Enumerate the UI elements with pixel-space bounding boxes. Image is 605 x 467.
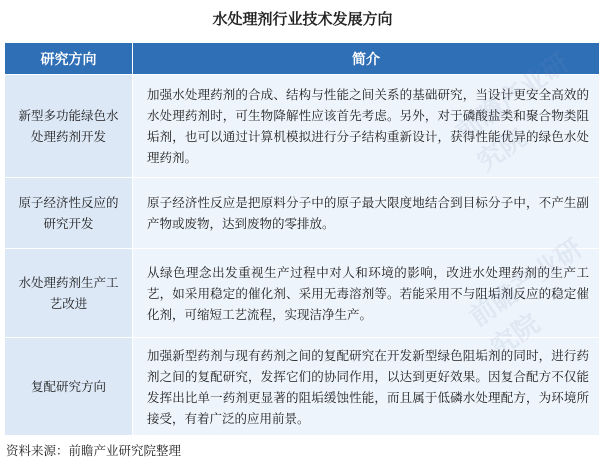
page-title: 水处理剂行业技术发展方向 bbox=[212, 10, 393, 28]
tech-direction-table bbox=[4, 42, 600, 436]
description-cell: 加强新型药剂与现有药剂之间的复配研究在开发新型绿色阻垢剂的同时，进行药剂之间的复配研究，发挥它们的协同作用，以达到更好效果。因复合配方不仅能发挥出比单一药剂更显著的阻垢缓蚀性能，而且属于低磷水处理配方，为环境所接受，有着广泛的应用前景。 bbox=[133, 338, 600, 436]
table-row bbox=[5, 249, 600, 338]
header-description: 简介 bbox=[133, 43, 600, 75]
table-row bbox=[5, 338, 600, 436]
direction-cell: 原子经济性反应的研究开发 bbox=[5, 178, 133, 249]
table-row bbox=[5, 75, 600, 178]
direction-cell: 复配研究方向 bbox=[5, 338, 133, 436]
direction-cell: 水处理药剂生产工艺改进 bbox=[5, 249, 133, 338]
direction-cell: 新型多功能绿色水处理药剂开发 bbox=[5, 75, 133, 178]
description-cell: 原子经济性反应是把原料分子中的原子最大限度地结合到目标分子中，不产生副产物或废物，达到废物的零排放。 bbox=[133, 178, 600, 249]
header-direction: 研究方向 bbox=[5, 43, 133, 75]
table-header-row bbox=[5, 43, 600, 75]
description-cell: 加强水处理药剂的合成、结构与性能之间关系的基础研究，当设计更安全高效的水处理药剂时，可生物降解性应该首先考虑。另外，对于磷酸盐类和聚合物类阻垢剂，也可以通过计算机模拟进行分子结构重新设计，获得性能优异的绿色水处理药剂。 bbox=[133, 75, 600, 178]
table-row bbox=[5, 178, 600, 249]
source-note: 资料来源：前瞻产业研究院整理 bbox=[6, 443, 182, 458]
description-cell: 从绿色理念出发重视生产过程中对人和环境的影响，改进水处理药剂的生产工艺，如采用稳定的催化剂、采用无毒溶剂等。若能采用不与阻垢剂反应的稳定催化剂，可缩短工艺流程，实现洁净生产。 bbox=[133, 249, 600, 338]
